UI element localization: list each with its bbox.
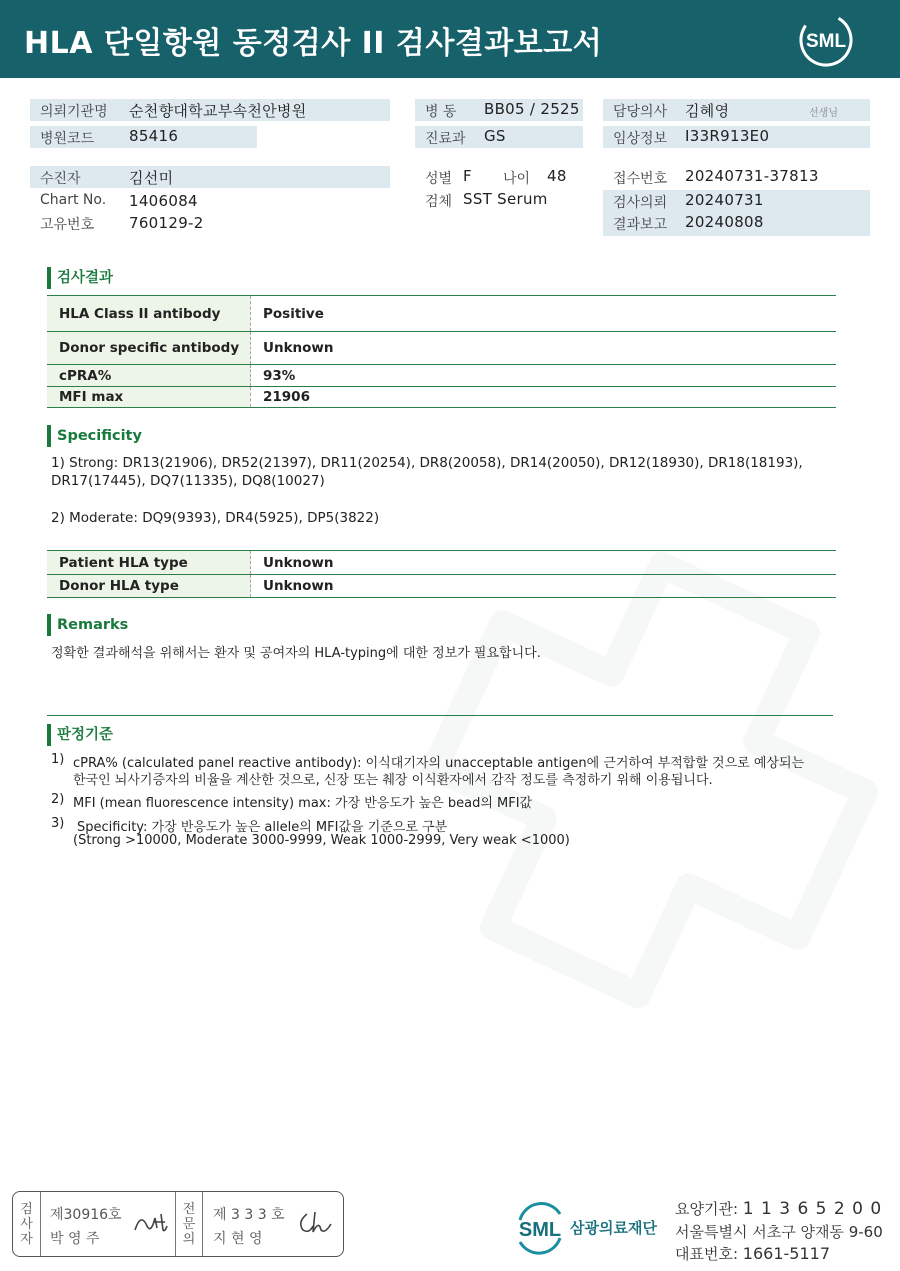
request-label: 검사의뢰 (613, 195, 668, 211)
sex-value: F (463, 167, 472, 185)
patient-row (30, 166, 390, 188)
uid-row (30, 212, 390, 234)
criteria-title: 판정기준 (47, 724, 113, 746)
signature-box (12, 1191, 344, 1257)
result-label: HLA Class II antibody (47, 296, 251, 331)
org-name: 삼광의료재단 (570, 1219, 657, 1237)
chart-value: 1406084 (129, 192, 198, 210)
table-row (47, 296, 836, 332)
sex-label: 성별 (425, 171, 453, 187)
specimen-value: SST Serum (463, 190, 548, 208)
report-date-row (603, 212, 870, 236)
phone-line: 대표번호: 1661-5117 (675, 1244, 831, 1263)
address: 서울특별시 서초구 양재동 9-60 (675, 1223, 883, 1241)
criteria-item1-num: 1) (51, 752, 65, 767)
dept-label: 진료과 (425, 131, 466, 147)
tester-name: 박 영 주 (50, 1231, 100, 1247)
specificity-title: Specificity (47, 425, 142, 447)
clinical-row (603, 126, 870, 148)
org-logo (510, 1200, 657, 1260)
hla-type-value: Unknown (263, 554, 334, 571)
hla-type-label: Donor HLA type (47, 575, 251, 597)
receipt-value: 20240731-37813 (685, 167, 819, 185)
sml-org-logo-icon (510, 1200, 570, 1256)
hospital-code-label: 병원코드 (40, 131, 95, 147)
report-date-value: 20240808 (685, 213, 764, 231)
hla-type-table (47, 550, 836, 598)
result-label: Donor specific antibody (47, 332, 251, 364)
specificity-strong-line2: DR17(17445), DQ7(11335), DQ8(10027) (51, 473, 325, 489)
result-label: cPRA% (47, 365, 251, 386)
specialist-signature-icon (295, 1208, 335, 1236)
doctor-suffix: 선생님 (809, 108, 838, 119)
patient-label: 수진자 (40, 171, 81, 187)
criteria-item3-line1: Specificity: 가장 반응도가 높은 allele의 MFI값을 기준으로 구분 (77, 820, 448, 835)
receipt-row (603, 166, 870, 188)
age-label: 나이 (503, 171, 531, 187)
ward-row (415, 99, 583, 121)
result-value: Unknown (263, 340, 334, 356)
criteria-item3-line2: (Strong >10000, Moderate 3000-9999, Weak 1000-2999, Very weak <1000) (73, 833, 570, 848)
result-value: 21906 (263, 389, 310, 405)
dept-value: GS (484, 127, 506, 145)
sml-logo-icon (798, 12, 854, 68)
table-row (47, 551, 836, 575)
criteria-item2-line1: MFI (mean fluorescence intensity) max: 가장 반응도가 높은 bead의 MFI값 (73, 796, 533, 811)
uid-label: 고유번호 (40, 217, 95, 233)
criteria-item1-line2: 한국인 뇌사기증자의 비율을 계산한 것으로, 신장 또는 췌장 이식환자에서 감작 정도를 측정하기 위해 이용됩니다. (73, 773, 713, 788)
ward-value: BB05 / 2525 (484, 100, 580, 118)
ward-label: 병 동 (425, 104, 457, 120)
hospital-code-row (30, 126, 257, 148)
institution-label: 의뢰기관명 (40, 104, 108, 120)
table-row (47, 332, 836, 365)
result-label: MFI max (47, 387, 251, 407)
tester-number: 제30916호 (50, 1207, 122, 1223)
phone-label: 대표번호 (675, 1245, 733, 1263)
table-row (47, 387, 836, 407)
chart-label: Chart No. (40, 192, 107, 208)
request-value: 20240731 (685, 191, 764, 209)
svg-text:SML: SML (518, 1219, 562, 1241)
result-value: Positive (263, 305, 324, 322)
request-row (603, 190, 870, 212)
criteria-item1-line1: cPRA% (calculated panel reactive antibody): 이식대기자의 unacceptable antigen에 근거하여 부적합할 것으로 예상되는 (73, 756, 805, 771)
phone-number: 1661-5117 (742, 1244, 831, 1263)
specificity-strong-line1: 1) Strong: DR13(21906), DR52(21397), DR11(20254), DR8(20058), DR14(20050), DR12(18930), DR18(18193), (51, 455, 803, 471)
report-header (0, 0, 900, 78)
receipt-label: 접수번호 (613, 171, 668, 187)
doctor-value: 김혜영 (685, 102, 730, 120)
divider (47, 715, 833, 716)
results-title: 검사결과 (47, 267, 113, 289)
hospital-code-value: 85416 (129, 127, 179, 145)
patient-value: 김선미 (129, 169, 174, 187)
specimen-label: 검체 (425, 194, 453, 210)
remarks-title: Remarks (47, 614, 128, 636)
specificity-moderate: 2) Moderate: DQ9(9393), DR4(5925), DP5(3822) (51, 510, 380, 526)
criteria-item3-num: 3) (51, 816, 65, 831)
care-number: 1 1 3 6 5 2 0 0 (742, 1199, 883, 1219)
clinical-label: 임상정보 (613, 131, 668, 147)
results-table (47, 295, 836, 408)
table-row (47, 575, 836, 597)
dept-row (415, 126, 583, 148)
clinical-value: I33R913E0 (685, 127, 770, 145)
institution-row (30, 99, 390, 121)
tester-label: 검 사 자 (13, 1192, 41, 1256)
remarks-text: 정확한 결과해석을 위해서는 환자 및 공여자의 HLA-typing에 대한 정보가 필요합니다. (51, 646, 541, 661)
specimen-row (415, 189, 583, 211)
criteria-item2-num: 2) (51, 792, 65, 807)
specialist-number: 제 3 3 3 호 (213, 1207, 285, 1223)
svg-text:SML: SML (805, 31, 847, 52)
uid-value: 760129-2 (129, 214, 204, 232)
result-value: 93% (263, 367, 296, 384)
care-number-label: 요양기관 (675, 1200, 733, 1218)
chart-row (30, 190, 390, 212)
specialist-name: 지 현 영 (213, 1231, 263, 1247)
age-value: 48 (547, 167, 567, 185)
institution-value: 순천향대학교부속천안병원 (129, 102, 307, 120)
table-row (47, 365, 836, 387)
doctor-row (603, 99, 870, 121)
report-title: HLA 단일항원 동정검사 II 검사결과보고서 (24, 26, 603, 61)
specialist-label: 전 문 의 (175, 1192, 203, 1256)
hla-type-value: Unknown (263, 578, 334, 594)
report-date-label: 결과보고 (613, 217, 668, 233)
care-number-line: 요양기관: 1 1 3 6 5 2 0 0 (675, 1199, 883, 1219)
doctor-label: 담당의사 (613, 104, 668, 120)
tester-signature-icon (131, 1208, 171, 1236)
hla-type-label: Patient HLA type (47, 551, 251, 574)
sex-age-row (415, 166, 583, 188)
